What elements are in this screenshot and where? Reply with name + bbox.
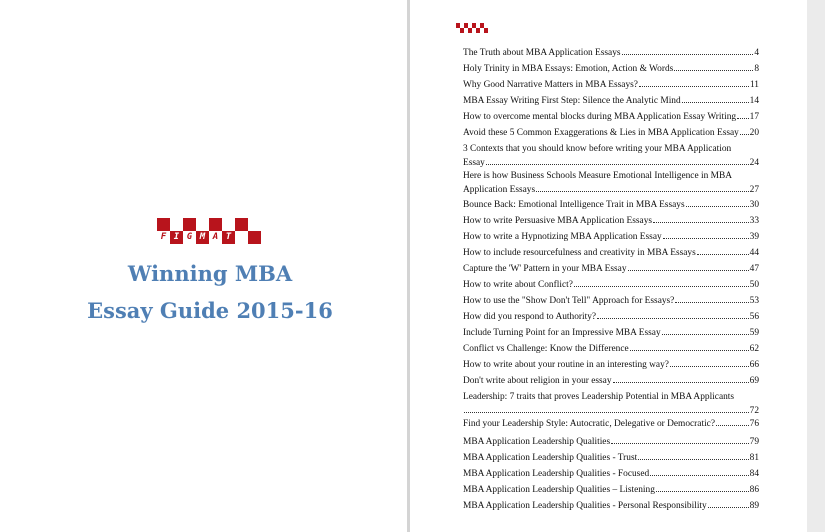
toc-entry[interactable]: [463, 328, 759, 339]
toc-entry[interactable]: [463, 248, 759, 259]
toc-entry-title: MBA Application Leadership Qualities: [463, 437, 611, 447]
toc-page-number: 69: [749, 376, 759, 386]
toc-entry[interactable]: [463, 144, 759, 169]
toc-entry-title: Why Good Narrative Matters in MBA Essays?: [463, 80, 638, 90]
toc-page-number: 72: [749, 406, 759, 416]
toc-entry-title: Capture the 'W' Pattern in your MBA Essay: [463, 264, 627, 274]
logo-square: [248, 218, 261, 231]
toc-leader-dots: [653, 222, 749, 223]
toc-leader-dots: [486, 164, 749, 165]
toc-leader-dots: [686, 206, 749, 207]
toc-entry[interactable]: [463, 437, 759, 448]
toc-leader-dots: [638, 459, 748, 460]
toc-entry-title: How to overcome mental blocks during MBA Application Essay Writing: [463, 112, 737, 122]
toc-page-number: 81: [749, 453, 759, 463]
toc-leader-dots: [639, 86, 749, 87]
toc-page-number: 17: [749, 112, 759, 122]
logo-square: [235, 231, 248, 244]
toc-leader-dots: [630, 350, 749, 351]
toc-entry-title: Leadership: 7 traits that proves Leadership Potential in MBA Applicants: [463, 392, 735, 402]
toc-entry-title: How to write about your routine in an interesting way?: [463, 360, 669, 370]
toc-page-number: 39: [749, 232, 759, 242]
toc-page-number: 30: [749, 200, 759, 210]
toc-leader-dots: [628, 270, 749, 271]
toc-leader-dots: [656, 491, 749, 492]
logo-letter: A: [209, 231, 222, 244]
toc-entry-title: The Truth about MBA Application Essays: [463, 48, 621, 58]
toc-leader-dots: [611, 443, 749, 444]
small-logo-row: [456, 28, 488, 33]
toc-leader-dots: [737, 118, 749, 119]
toc-entry[interactable]: [463, 296, 759, 307]
toc-leader-dots: [650, 475, 748, 476]
logo-square: [209, 218, 222, 231]
toc-page-number: 66: [749, 360, 759, 370]
toc-entry-title: 3 Contexts that you should know before writing your MBA Application: [463, 144, 732, 154]
small-figmat-logo: [456, 23, 488, 33]
toc-entry[interactable]: [463, 312, 759, 323]
toc-page-number: 44: [749, 248, 759, 258]
toc-entry-title: Find your Leadership Style: Autocratic, Delegative or Democratic?: [463, 419, 715, 429]
logo-top-row: [157, 218, 261, 231]
logo-letter: M: [196, 231, 209, 244]
toc-entry[interactable]: [463, 485, 759, 496]
toc-entry[interactable]: [463, 216, 759, 227]
toc-entry-title: Holy Trinity in MBA Essays: Emotion, Action & Words: [463, 64, 674, 74]
toc-page-number: 8: [754, 64, 759, 74]
toc-entry[interactable]: [463, 48, 759, 59]
toc-entry-title: How to write about Conflict?: [463, 280, 573, 290]
toc-leader-dots: [708, 507, 749, 508]
window-margin: [807, 0, 825, 532]
toc-entry-title: Don't write about religion in your essay: [463, 376, 612, 386]
toc-page-number: 62: [749, 344, 759, 354]
toc-page-number: 84: [749, 469, 759, 479]
toc-entry-title: Essay: [463, 158, 485, 168]
toc-entry[interactable]: [463, 64, 759, 75]
toc-entry-title: MBA Application Leadership Qualities - Personal Responsibility: [463, 501, 707, 511]
toc-leader-dots: [536, 191, 748, 192]
toc-entry-title: How to write a Hypnotizing MBA Application Essay: [463, 232, 662, 242]
toc-entry-title: MBA Application Leadership Qualities - Trust: [463, 453, 638, 463]
toc-leader-dots: [464, 412, 749, 413]
toc-leader-dots: [740, 134, 749, 135]
logo-square: [248, 231, 261, 244]
toc-entry[interactable]: [463, 376, 759, 387]
toc-entry-title: MBA Application Leadership Qualities – Listening: [463, 485, 655, 495]
toc-entry[interactable]: [463, 200, 759, 211]
logo-square: [183, 218, 196, 231]
cover-title-line2: Essay Guide 2015-16: [87, 298, 333, 323]
toc-entry[interactable]: [463, 264, 759, 275]
toc-leader-dots: [574, 286, 749, 287]
toc-page-number: 56: [749, 312, 759, 322]
toc-page-number: 79: [749, 437, 759, 447]
toc-page-number: 24: [749, 158, 759, 168]
toc-entry-title: MBA Essay Writing First Step: Silence the Analytic Mind: [463, 96, 681, 106]
toc-page-number: 11: [749, 80, 759, 90]
toc-entry[interactable]: [463, 419, 759, 430]
toc-entry[interactable]: [463, 128, 759, 139]
toc-leader-dots: [716, 425, 749, 426]
toc-leader-dots: [662, 334, 749, 335]
toc-entry-title: MBA Application Leadership Qualities - Focused: [463, 469, 650, 479]
toc-entry[interactable]: [463, 360, 759, 371]
toc-leader-dots: [675, 302, 748, 303]
toc-page-number: 14: [749, 96, 759, 106]
toc-entry-title: How to write Persuasive MBA Application Essays: [463, 216, 653, 226]
toc-entry[interactable]: [463, 80, 759, 91]
toc-page-number: 4: [754, 48, 759, 58]
logo-letter: I: [170, 231, 183, 244]
toc-page-number: 27: [749, 185, 759, 195]
toc-entry[interactable]: [463, 280, 759, 291]
toc-entry[interactable]: [463, 112, 759, 123]
toc-entry[interactable]: [463, 469, 759, 480]
toc-entry[interactable]: [463, 171, 759, 196]
toc-leader-dots: [682, 102, 749, 103]
logo-square: [484, 28, 488, 33]
toc-page-number: 53: [749, 296, 759, 306]
logo-square: [170, 218, 183, 231]
toc-page-number: 20: [749, 128, 759, 138]
toc-entry-title: Avoid these 5 Common Exaggerations & Lies in MBA Application Essay: [463, 128, 739, 138]
toc-page-number: 59: [749, 328, 759, 338]
toc-entry-title: Bounce Back: Emotional Intelligence Trait in MBA Essays: [463, 200, 685, 210]
logo-square: [157, 218, 170, 231]
logo-square: [222, 218, 235, 231]
toc-leader-dots: [613, 382, 749, 383]
toc-entry[interactable]: [463, 96, 759, 107]
toc-entry[interactable]: [463, 232, 759, 243]
toc-entry[interactable]: [463, 344, 759, 355]
toc-entry-title: Here is how Business Schools Measure Emotional Intelligence in MBA: [463, 171, 732, 181]
cover-page: [0, 0, 407, 532]
toc-entry-title: How did you respond to Authority?: [463, 312, 597, 322]
toc-page-number: 50: [749, 280, 759, 290]
toc-page-number: 86: [749, 485, 759, 495]
toc-page-number: 89: [749, 501, 759, 511]
toc-leader-dots: [697, 254, 749, 255]
toc-leader-dots: [670, 366, 749, 367]
toc-page: [410, 0, 807, 532]
figmat-logo: [157, 218, 261, 244]
logo-square: [196, 218, 209, 231]
toc-entry-title: Conflict vs Challenge: Know the Difference: [463, 344, 629, 354]
toc-entry-title: How to include resourcefulness and creativity in MBA Essays: [463, 248, 696, 258]
toc-entry-title: How to use the "Show Don't Tell" Approach for Essays?: [463, 296, 675, 306]
toc-page-number: 76: [749, 419, 759, 429]
logo-letter: G: [183, 231, 196, 244]
cover-title-line1: Winning MBA: [127, 261, 293, 286]
toc-entry[interactable]: [463, 453, 759, 464]
logo-letter: T: [222, 231, 235, 244]
logo-square: [235, 218, 248, 231]
toc-leader-dots: [674, 70, 753, 71]
toc-entry[interactable]: [463, 392, 759, 417]
toc-entry-title: Include Turning Point for an Impressive MBA Essay: [463, 328, 661, 338]
logo-letter: F: [157, 231, 170, 244]
toc-leader-dots: [622, 54, 754, 55]
toc-page-number: 47: [749, 264, 759, 274]
toc-page-number: 33: [749, 216, 759, 226]
toc-leader-dots: [597, 318, 749, 319]
logo-letter-row: [157, 231, 261, 244]
toc-entry[interactable]: [463, 501, 759, 512]
toc-entry-title: Application Essays: [463, 185, 536, 195]
toc-leader-dots: [663, 238, 749, 239]
